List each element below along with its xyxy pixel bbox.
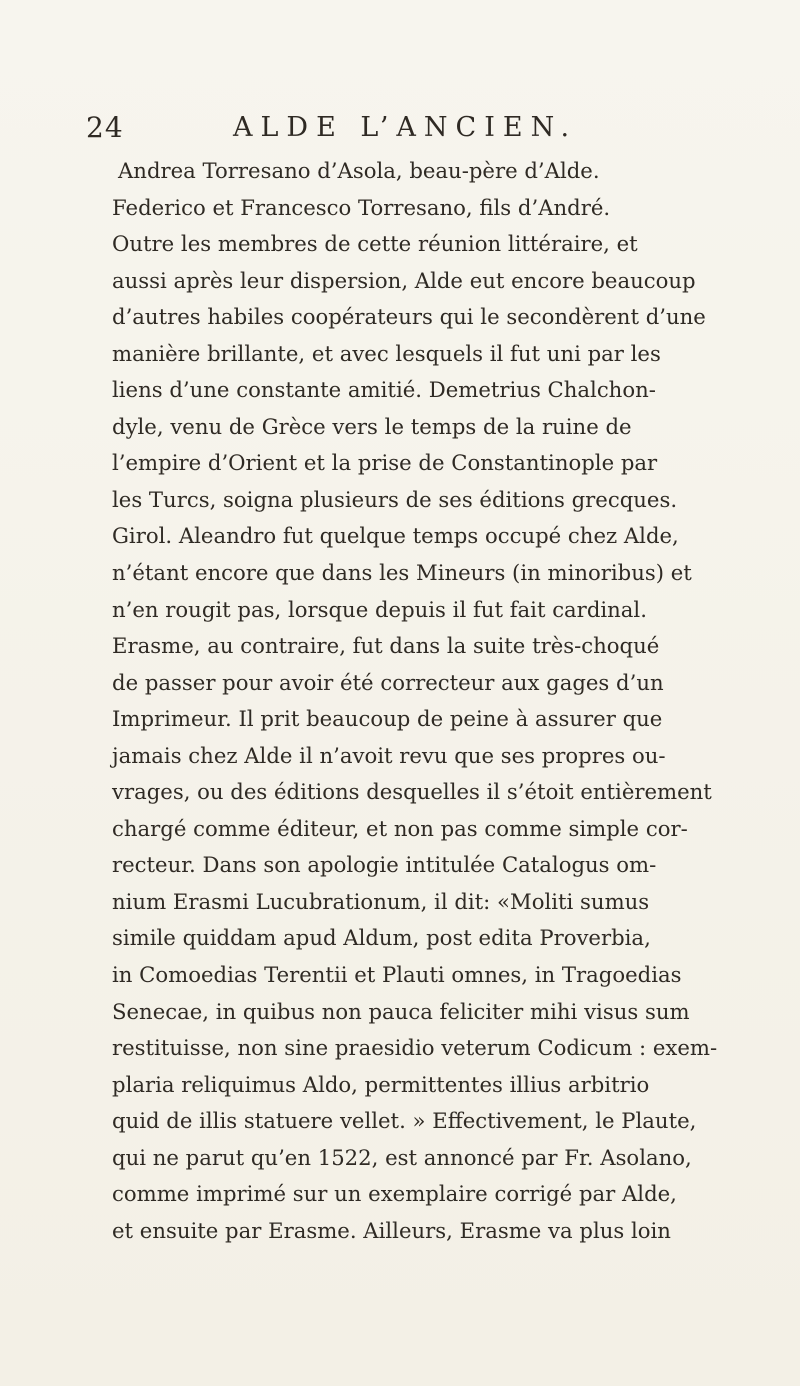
text-line: manière brillante, et avec lesquels il fut uni par les (112, 340, 661, 366)
text-line: aussi après leur dispersion, Alde eut encore beaucoup (112, 267, 696, 293)
text-line: qui ne parut qu’en 1522, est annoncé par Fr. Asolano, (112, 1144, 692, 1170)
text-line: chargé comme éditeur, et non pas comme simple cor- (112, 815, 688, 841)
text-line: n’en rougit pas, lorsque depuis il fut fait cardinal. (112, 596, 647, 622)
text-line: plaria reliquimus Aldo, permittentes illius arbitrio (112, 1071, 650, 1097)
text-line: recteur. Dans son apologie intitulée Catalogus om- (112, 852, 657, 878)
text-line: Imprimeur. Il prit beaucoup de peine à assurer que (112, 706, 663, 732)
text-line: l’empire d’Orient et la prise de Constantinople par (112, 450, 658, 476)
text-line: Girol. Aleandro fut quelque temps occupé chez Alde, (112, 523, 679, 549)
text-line: d’autres habiles coopérateurs qui le secondèrent d’une (112, 304, 706, 330)
body-text (112, 153, 718, 1249)
page-number: 24 (86, 111, 124, 144)
text-line: dyle, venu de Grèce vers le temps de la ruine de (112, 413, 632, 439)
text-line: Andrea Torresano d’Asola, beau-père d’Alde. (118, 158, 600, 183)
text-line: comme imprimé sur un exemplaire corrigé par Alde, (112, 1181, 677, 1207)
text-line: Senecae, in quibus non pauca feliciter mihi visus sum (112, 998, 690, 1024)
running-title: ALDE L’ANCIEN. (233, 112, 578, 143)
text-line: vrages, ou des éditions desquelles il s’étoit entièrement (112, 779, 712, 805)
text-line: liens d’une constante amitié. Demetrius Chalchon- (112, 377, 656, 403)
text-line: les Turcs, soigna plusieurs de ses éditions grecques. (112, 486, 678, 512)
text-line: Federico et Francesco Torresano, fils d’André. (112, 194, 611, 220)
text-line: quid de illis statuere vellet. » Effectivement, le Plaute, (112, 1108, 697, 1134)
page-header (86, 108, 726, 148)
text-line: in Comoedias Terentii et Plauti omnes, in Tragoedias (112, 962, 682, 988)
text-line: jamais chez Alde il n’avoit revu que ses propres ou- (112, 742, 666, 768)
text-line: n’étant encore que dans les Mineurs (in minoribus) et (112, 560, 692, 586)
text-line: Erasme, au contraire, fut dans la suite très-choqué (112, 633, 660, 659)
text-line: et ensuite par Erasme. Ailleurs, Erasme va plus loin (112, 1217, 671, 1243)
text-line: simile quiddam apud Aldum, post edita Proverbia, (112, 925, 651, 951)
text-line: restituisse, non sine praesidio veterum Codicum : exem- (112, 1035, 718, 1061)
text-line: de passer pour avoir été correcteur aux gages d’un (112, 669, 664, 695)
text-line: nium Erasmi Lucubrationum, il dit: «Moliti sumus (112, 888, 650, 914)
text-line: Outre les membres de cette réunion littéraire, et (112, 231, 638, 257)
